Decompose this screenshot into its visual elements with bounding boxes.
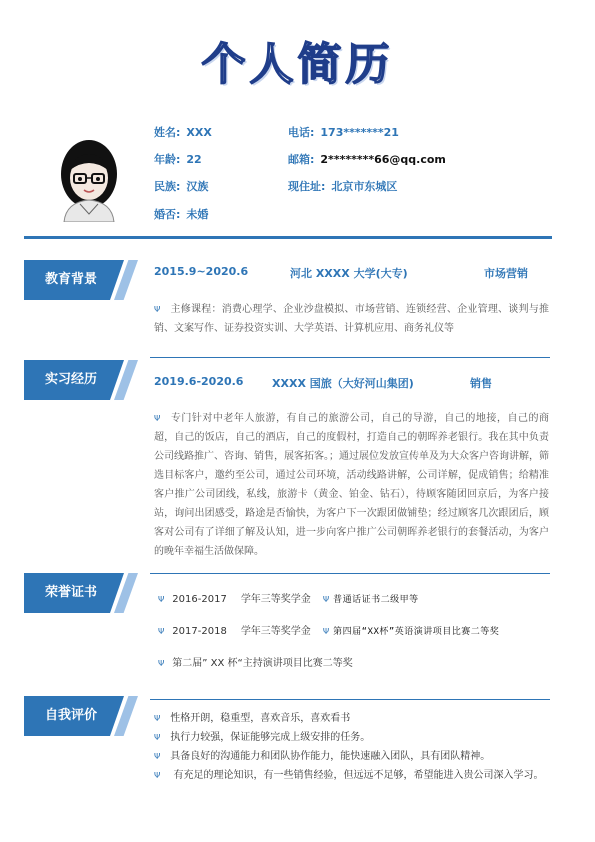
header-divider <box>24 236 552 239</box>
honor-item: Ψ 第二届” XX 杯“主持演讲项目比赛二等奖 <box>158 658 353 669</box>
trophy-icon: Ψ <box>322 595 330 604</box>
info-name: 姓名: XXX <box>154 126 212 139</box>
self-evaluation <box>154 710 549 784</box>
psi-bullet-icon: Ψ <box>154 414 161 423</box>
section-honors-tab: 荣誉证书 <box>24 573 134 613</box>
trophy-icon: Ψ <box>322 627 330 636</box>
info-marital: 婚否: 未婚 <box>154 208 209 221</box>
section-divider <box>150 699 550 700</box>
psi-bullet-icon: Ψ <box>154 733 161 742</box>
psi-bullet-icon: Ψ <box>154 305 161 314</box>
education-courses: Ψ 主修课程：消费心理学、企业沙盘模拟、市场营销、连锁经营、企业管理、谈判与推销、文案写作、证券投资实训、大学英语、计算机应用、商务礼仪等 <box>154 304 549 334</box>
honor-item: Ψ 2017-2018 学年三等奖学金 Ψ 第四届“XX杯”英语演讲项目比赛二等奖 <box>158 626 500 637</box>
list-item: Ψ 有充足的理论知识，有一些销售经验，但远远不足够，希望能进入贵公司深入学习。 <box>154 770 544 781</box>
list-item: Ψ 性格开朗，稳重型，喜欢音乐，喜欢看书 <box>154 713 351 724</box>
section-internship-tab: 实习经历 <box>24 360 134 400</box>
list-item: Ψ 执行力较强，保证能够完成上级安排的任务。 <box>154 732 371 743</box>
section-self-tab: 自我评价 <box>24 696 134 736</box>
info-ethnicity: 民族: 汉族 <box>154 180 209 193</box>
trophy-icon: Ψ <box>158 627 165 636</box>
info-email: 邮箱: 2********66@qq.com <box>288 153 446 166</box>
honor-item: Ψ 2016-2017 学年三等奖学金 Ψ 普通话证书二级甲等 <box>158 594 419 605</box>
avatar <box>52 134 126 222</box>
trophy-icon: Ψ <box>158 595 165 604</box>
trophy-icon: Ψ <box>158 659 165 668</box>
section-education-tab: 教育背景 <box>24 260 134 300</box>
info-age: 年龄: 22 <box>154 153 202 166</box>
section-divider <box>150 357 550 358</box>
section-divider <box>150 573 550 574</box>
info-address: 现住址: 北京市东城区 <box>288 180 398 193</box>
psi-bullet-icon: Ψ <box>154 752 161 761</box>
internship-description: Ψ 专门针对中老年人旅游，有自己的旅游公司，自己的导游，自己的地接，自己的商超，自己的饭店，自己的酒店，自己的度假村，打造自己的朝晖养老银行。我在其中负责公司线路推广、咨询、销售，展客拓客。；通过展位发放宣传单及为大众客户咨询讲解，筛选目标客户，邀约至公司，通过公司环境，活动线路讲解，公司详解，促成销售；给精准客户推广公司团线，私线，旅游卡（黄金、铂金、钻石），待顾客随团回京后，为客户接站，询问出团感受，路途是否愉快，为客户下一次跟团做铺垫；经过顾客几次跟团后，顾客对公司有了详细了解及认知，进一步向客户推广公司朝晖养老银行的套餐活动，为客户的晚年幸福生活做保障。 <box>154 413 549 557</box>
page-title: 个人简历 <box>201 39 394 90</box>
psi-bullet-icon: Ψ <box>154 771 161 780</box>
list-item: Ψ 具备良好的沟通能力和团队协作能力，能快速融入团队，具有团队精神。 <box>154 751 491 762</box>
info-phone: 电话: 173*******21 <box>288 126 399 139</box>
psi-bullet-icon: Ψ <box>154 714 161 723</box>
